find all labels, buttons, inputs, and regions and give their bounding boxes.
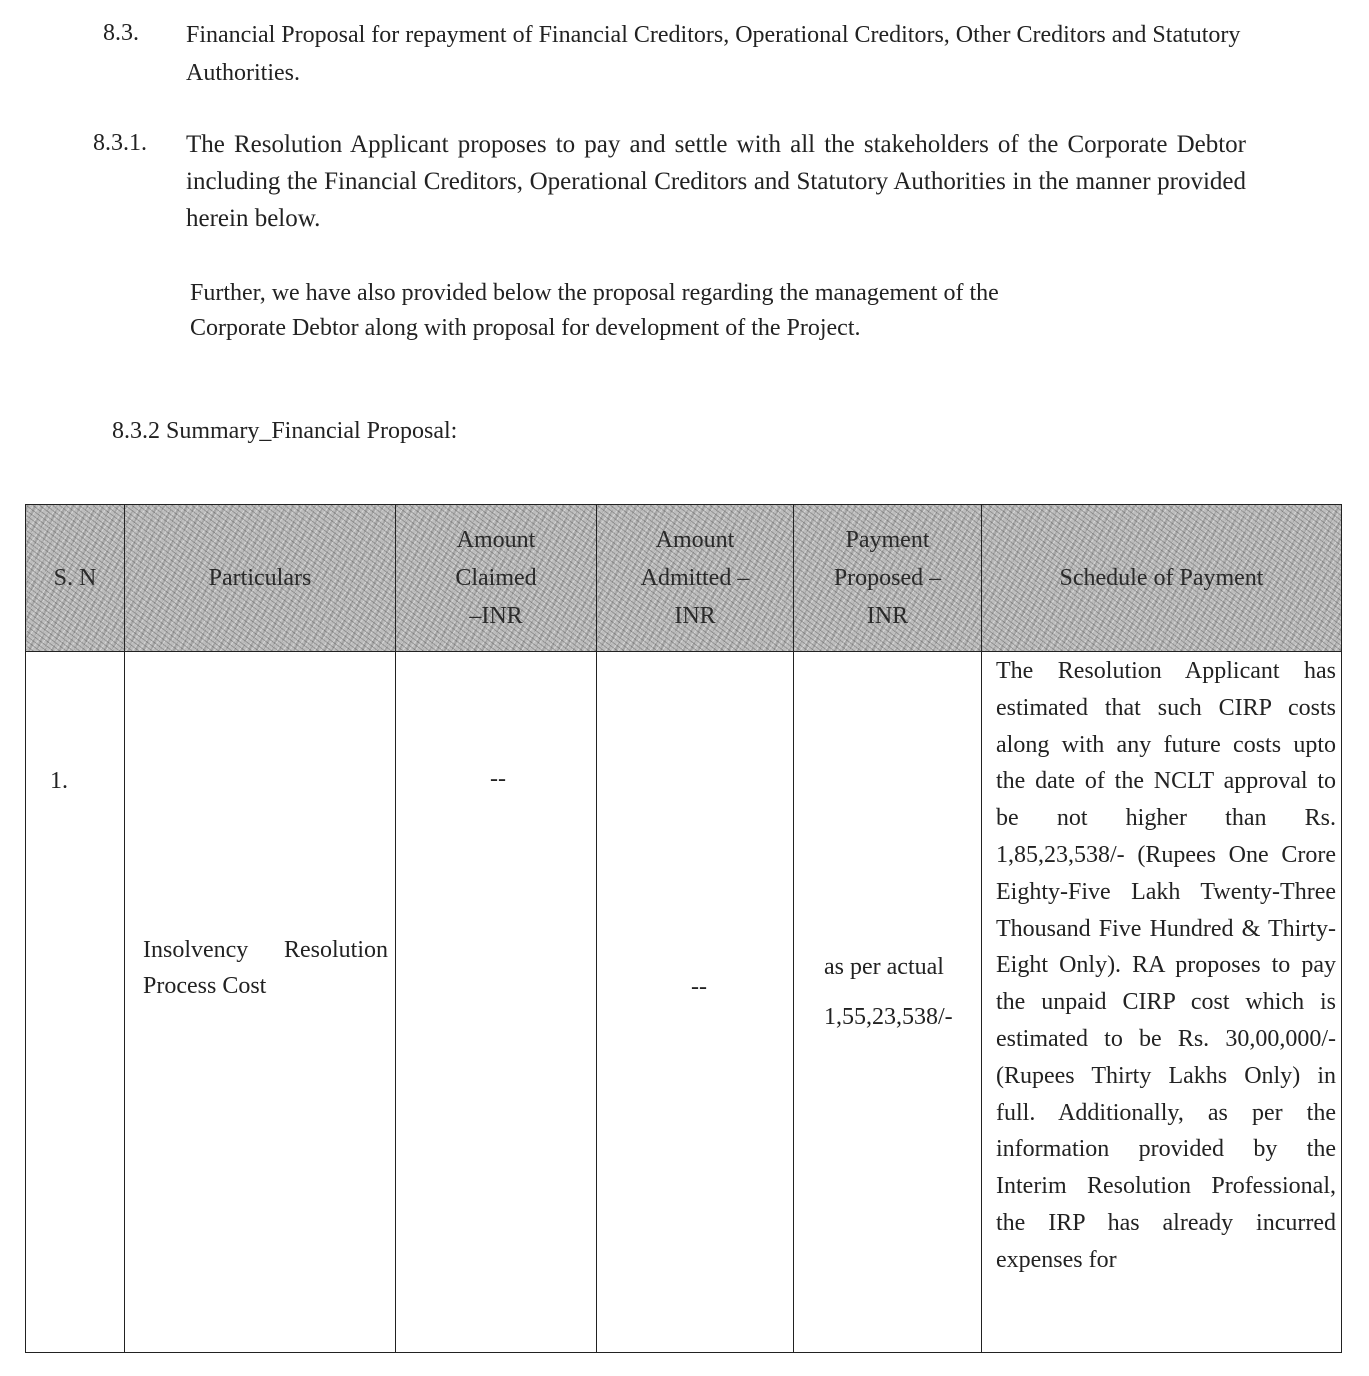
cell-amount-claimed	[396, 652, 597, 1353]
row-payment-proposed-line1: as per actual	[824, 954, 944, 980]
paragraph-stakeholders: The Resolution Applicant proposes to pay and settle with all the stakeholders of the Corporate Debtor including the Financial Creditors, Operational Creditors and Statutory Authorities in the manner provided herein below.	[186, 131, 1246, 232]
row-payment-proposed-line2: 1,55,23,538/-	[824, 1004, 953, 1030]
header-amount-admitted-line1: Amount	[655, 527, 735, 553]
header-payment-proposed-line1: Payment	[845, 527, 930, 553]
row-particulars: Insolvency Resolution Process Cost	[143, 937, 388, 999]
header-schedule-of-payment: Schedule of Payment	[982, 505, 1342, 652]
row-sn: 1.	[50, 768, 68, 794]
cell-schedule-of-payment	[982, 652, 1342, 1353]
paragraph-number: 8.3.1.	[93, 130, 147, 156]
section-number: 8.3.	[103, 20, 139, 46]
header-amount-claimed-line1: Amount	[456, 527, 536, 553]
header-sn: S. N	[26, 505, 125, 652]
summary-heading: 8.3.2 Summary_Financial Proposal:	[112, 418, 458, 444]
cell-payment-proposed	[794, 652, 982, 1353]
table-row	[26, 652, 1342, 1353]
row-amount-claimed: --	[490, 766, 506, 792]
cell-particulars	[125, 652, 396, 1353]
cell-amount-admitted	[597, 652, 794, 1353]
header-amount-admitted-line3: INR	[674, 603, 716, 629]
row-schedule-of-payment: The Resolution Applicant has estimated that such CIRP costs along with any future costs upto the date of the NCLT approval to be not higher than Rs. 1,85,23,538/- (Rupees One Crore Eighty-Five Lakh Twenty-Three Thousand Five Hundred & Thirty-Eight Only). RA proposes to pay the unpaid CIRP cost which is estimated to be Rs. 30,00,000/- (Rupees Thirty Lakhs Only) in full. Additionally, as per the information provided by the Interim Resolution Professional, the IRP has already incurred expenses for	[996, 658, 1336, 1273]
header-payment-proposed-line3: INR	[866, 603, 909, 629]
header-amount-admitted-line2: Admitted –	[640, 565, 750, 591]
section-title: Financial Proposal for repayment of Financial Creditors, Operational Creditors, Other Creditors and Statutory Authorities.	[186, 22, 1241, 86]
row-amount-admitted: --	[691, 974, 707, 1000]
header-amount-admitted	[597, 505, 794, 652]
financial-proposal-table	[25, 504, 1342, 1353]
row-payment-proposed	[824, 942, 953, 1042]
paragraph-further-line2: Corporate Debtor along with proposal for development of the Project.	[190, 315, 861, 341]
paragraph-further	[190, 276, 1250, 346]
header-amount-claimed	[396, 505, 597, 652]
header-particulars: Particulars	[125, 505, 396, 652]
header-payment-proposed-line2: Proposed –	[833, 565, 942, 591]
header-amount-claimed-line3: –INR	[469, 603, 523, 629]
header-amount-claimed-line2: Claimed	[455, 565, 537, 591]
paragraph-further-line1: Further, we have also provided below the proposal regarding the management of the	[190, 280, 999, 306]
table-header-row	[26, 505, 1342, 652]
header-payment-proposed	[794, 505, 982, 652]
cell-sn	[26, 652, 125, 1353]
